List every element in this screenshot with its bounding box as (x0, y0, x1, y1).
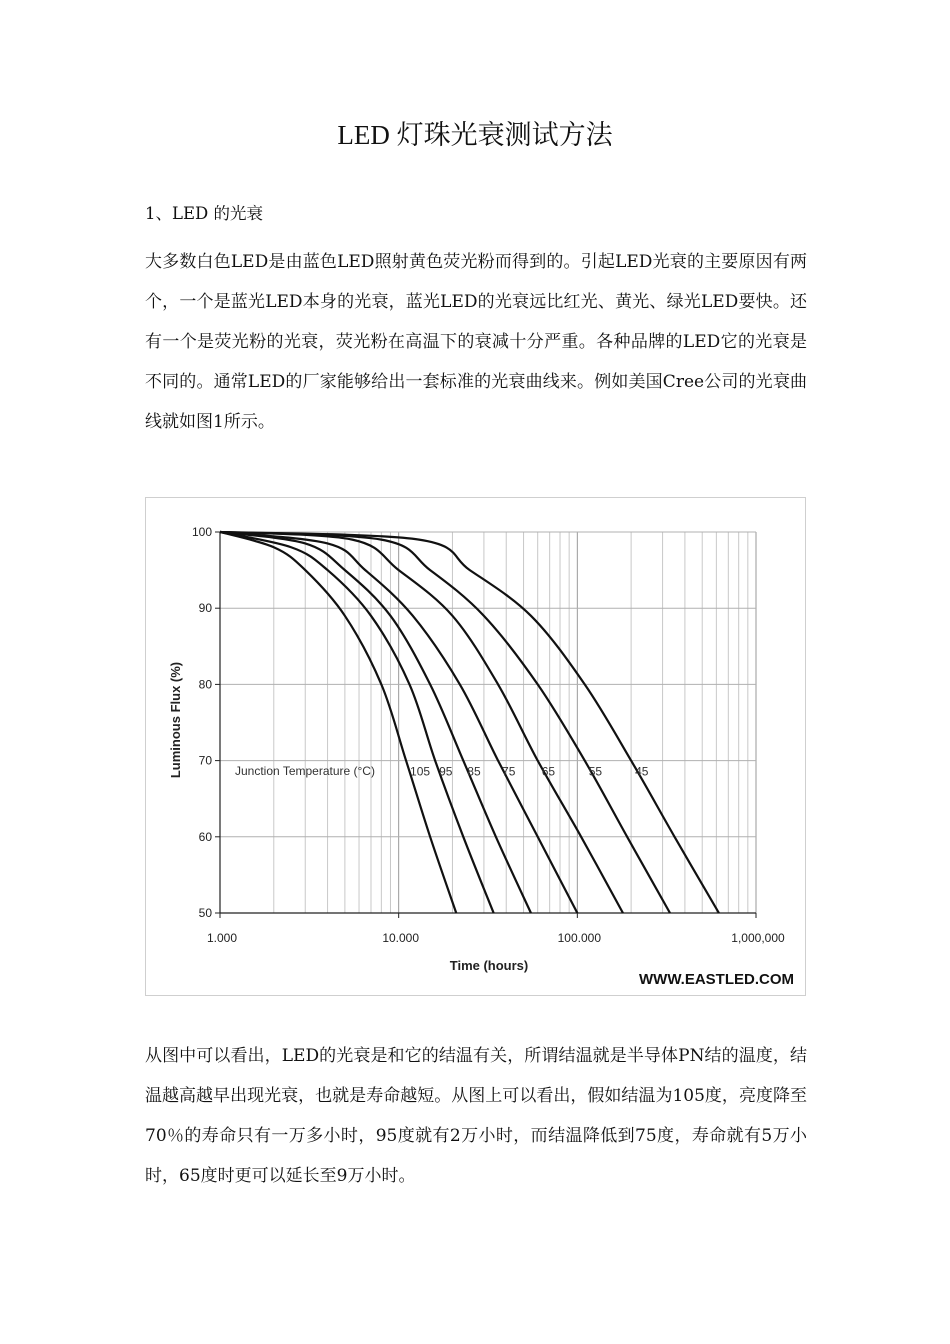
series-label-65: 65 (541, 764, 556, 779)
series-label-85: 85 (467, 764, 481, 779)
y-axis-label: Luminous Flux (%) (168, 661, 183, 779)
series-line-105 (220, 532, 456, 913)
y-tick-label: 90 (198, 601, 212, 616)
x-axis-label: Time (hours) (449, 958, 529, 973)
y-tick-label: 60 (198, 829, 212, 844)
x-tick-label: 1,000,000 (731, 931, 785, 945)
series-label-75: 75 (502, 764, 516, 779)
series-label-55: 55 (588, 764, 603, 779)
intro-paragraph: 大多数白色LED是由蓝色LED照射黄色荧光粉而得到的。引起LED光衰的主要原因有两个，一个是蓝光LED本身的光衰，蓝光LED的光衰远比红光、黄光、绿光LED要快。还有一个是荧光粉的光衰，荧光粉在高温下的衰减十分严重。各种品牌的LED它的光衰是不同的。通常LED的厂家能够给出一套标准的光衰曲线来。例如美国Cree公司的光衰曲线就如图1所示。 (145, 252, 807, 432)
x-tick-label: 10.000 (382, 931, 420, 945)
series-label-45: 45 (635, 764, 649, 779)
junction-temperature-annotation: Junction Temperature (°C) (235, 764, 375, 778)
luminous-flux-chart-figure (145, 497, 806, 996)
luminous-flux-chart (146, 498, 805, 995)
watermark-text: WWW.EASTLED.COM (639, 971, 794, 988)
analysis-paragraph: 从图中可以看出，LED的光衰是和它的结温有关，所谓结温就是半导体PN结的温度，结温越高越早出现光衰，也就是寿命越短。从图上可以看出，假如结温为105度，亮度降至70％的寿命只有一万多小时，95度就有2万小时，而结温降低到75度，寿命就有5万小时，65度时更可以延长至9万小时。 (145, 1046, 807, 1186)
y-tick-label: 70 (198, 753, 212, 768)
x-tick-label: 1.000 (206, 931, 238, 945)
y-tick-label: 80 (198, 677, 212, 692)
series-label-95: 95 (439, 764, 453, 779)
series-line-55 (220, 532, 670, 913)
y-tick-label: 50 (198, 906, 212, 920)
series-label-105: 105 (410, 764, 431, 779)
y-tick-label: 100 (191, 525, 212, 539)
section-heading: 1、LED 的光衰 (145, 204, 263, 223)
x-tick-label: 100.000 (557, 931, 602, 945)
document-title: LED 灯珠光衰测试方法 (337, 120, 613, 150)
series-line-45 (220, 532, 719, 913)
